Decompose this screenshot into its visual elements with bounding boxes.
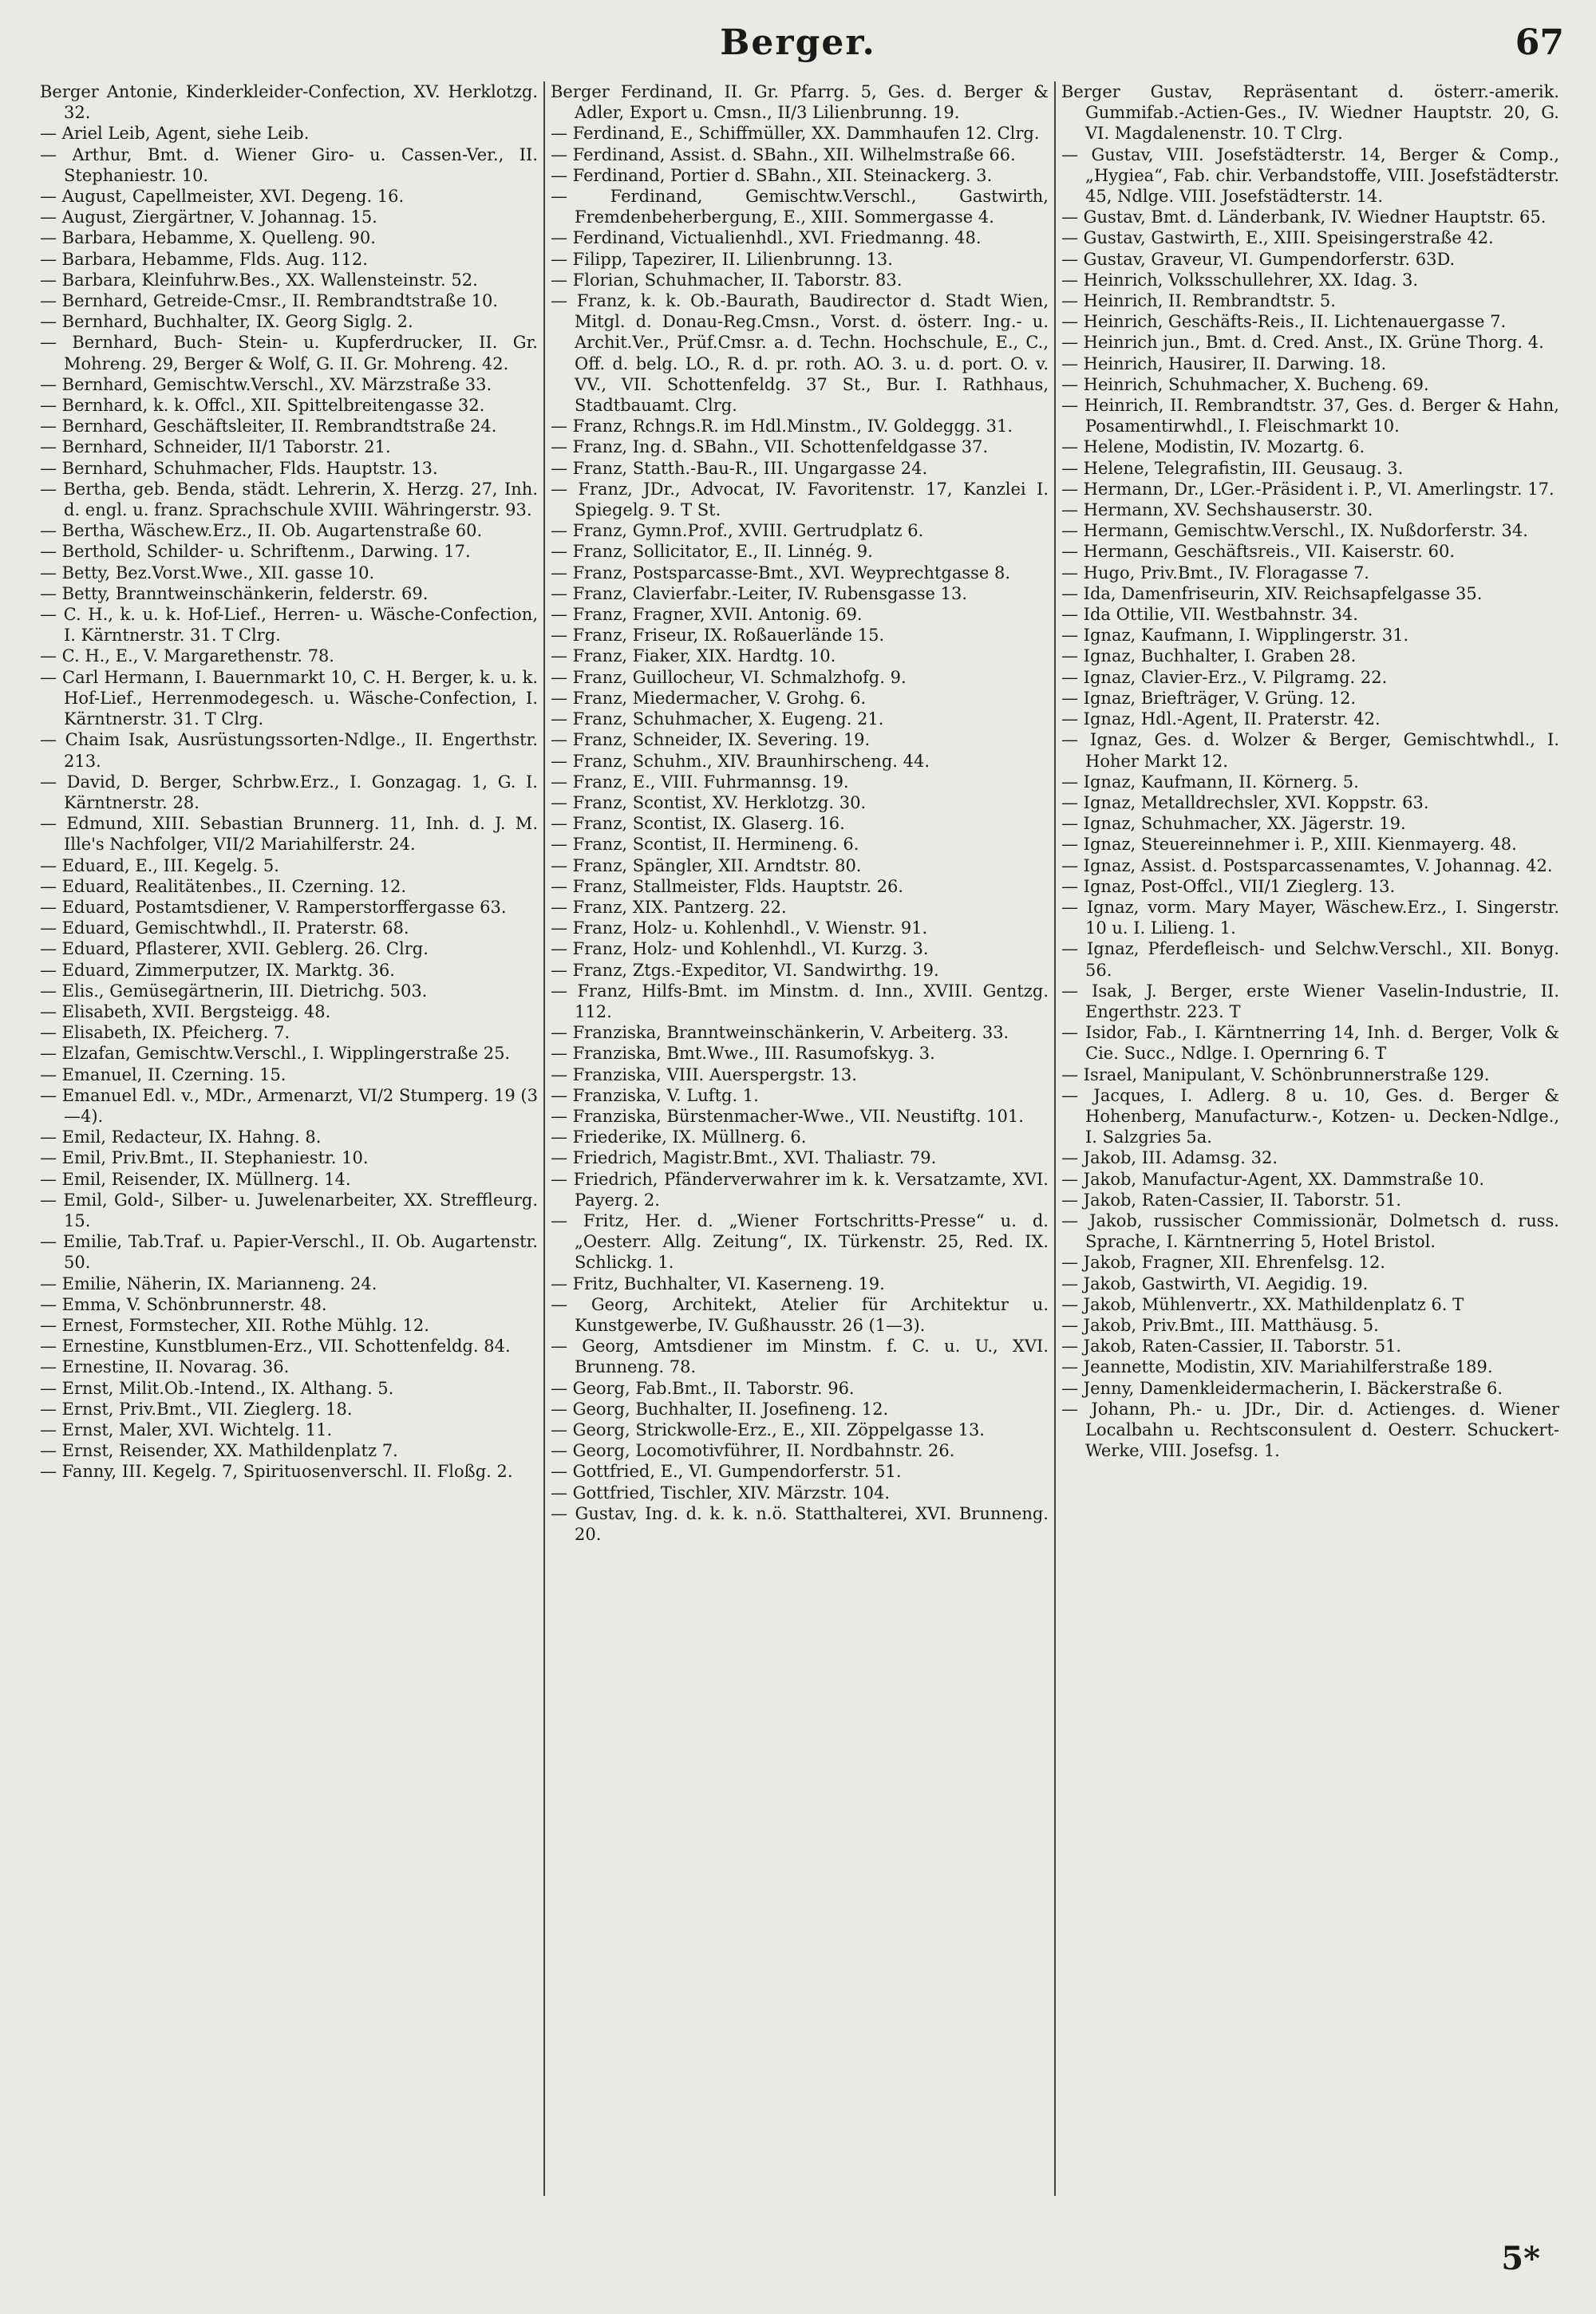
directory-entry: — Ignaz, Hdl.-Agent, II. Praterstr. 42. [1061, 709, 1381, 729]
directory-entry: — Emma, V. Schönbrunnerstr. 48. [40, 1294, 327, 1314]
directory-entry: — Ida Ottilie, VII. Westbahnstr. 34. [1061, 605, 1358, 625]
directory-entry: — Franz, k. k. Ob.-Baurath, Baudirector d. Stadt Wien, Mitgl. d. Donau-Reg.Cmsn., Vorst. d. österr. Ing.- u. Archit.Ver., Prüf.Cmsr. a. d. Techn. Hochschule, E., C., Off. d. belg. LO., R. d. pr. roth. AO. 3. u. d. port. O. v. VV., VII. Schottenfeldg. 37 St., Bur. I. Rathhaus, Stadtbauamt. Clrg. [551, 291, 1049, 416]
directory-entry: — Barbara, Kleinfuhrw.Bes., XX. Wallensteinstr. 52. [40, 270, 478, 290]
directory-entry: — C. H., k. u. k. Hof-Lief., Herren- u. Wäsche-Confection, I. Kärntnerstr. 31. T Clrg. [40, 605, 538, 646]
directory-entry: — Elzafan, Gemischtw.Verschl., I. Wipplingerstraße 25. [40, 1044, 511, 1064]
directory-entry: — Franz, Scontist, IX. Glaserg. 16. [551, 814, 845, 834]
directory-entry: — Elisabeth, XVII. Bergsteigg. 48. [40, 1001, 331, 1021]
directory-entry: — Franz, Clavierfabr.-Leiter, IV. Rubensgasse 13. [551, 583, 968, 603]
directory-entry: — Emanuel, II. Czerning. 15. [40, 1064, 286, 1084]
directory-entry: — Ferdinand, E., Schiffmüller, XX. Dammhaufen 12. Clrg. [551, 124, 1040, 144]
directory-entry: — Ariel Leib, Agent, siehe Leib. [40, 124, 310, 144]
directory-entry: — Ernst, Priv.Bmt., VII. Zieglerg. 18. [40, 1399, 353, 1419]
directory-entry: — Isidor, Fab., I. Kärntnerring 14, Inh. d. Berger, Volk & Cie. Succ., Ndlge. I. Opernring 6. T [1061, 1023, 1559, 1064]
directory-entry: — Emilie, Tab.Traf. u. Papier-Verschl., II. Ob. Augartenstr. 50. [40, 1232, 538, 1273]
directory-entry: — Emil, Reisender, IX. Müllnerg. 14. [40, 1169, 351, 1189]
directory-entry: — Eduard, Postamtsdiener, V. Ramperstorffergasse 63. [40, 897, 507, 917]
directory-entry: — August, Ziergärtner, V. Johannag. 15. [40, 207, 377, 227]
column-divider [543, 81, 545, 2196]
directory-entry: — Georg, Locomotivführer, II. Nordbahnstr. 26. [551, 1441, 955, 1461]
directory-entry: — Isak, J. Berger, erste Wiener Vaselin-Industrie, II. Engerthstr. 223. T [1061, 981, 1559, 1021]
directory-entry: — Gustav, Graveur, VI. Gumpendorferstr. 63D. [1061, 249, 1456, 269]
page-header [0, 18, 1596, 73]
directory-entry: — Franz, Schneider, IX. Severing. 19. [551, 730, 871, 750]
directory-entry: — Betty, Branntweinschänkerin, felderstr. 69. [40, 583, 429, 603]
directory-entry: — Franziska, V. Luftg. 1. [551, 1085, 759, 1105]
directory-entry: — Hermann, XV. Sechshauserstr. 30. [1061, 500, 1373, 520]
directory-entry: — Jakob, Fragner, XII. Ehrenfelsg. 12. [1061, 1253, 1386, 1273]
directory-entry: — Florian, Schuhmacher, II. Taborstr. 83. [551, 270, 903, 290]
directory-entry: — Bernhard, Buchhalter, IX. Georg Siglg. 2. [40, 312, 413, 332]
directory-entry: — Franziska, VIII. Auerspergstr. 13. [551, 1064, 857, 1084]
directory-entry: — Heinrich, Schuhmacher, X. Bucheng. 69. [1061, 374, 1429, 394]
directory-entry: — Georg, Fab.Bmt., II. Taborstr. 96. [551, 1378, 855, 1398]
directory-entry: — Ignaz, Buchhalter, I. Graben 28. [1061, 646, 1357, 666]
directory-entry: — Bernhard, Gemischtw.Verschl., XV. Märzstraße 33. [40, 374, 492, 394]
directory-entry: — Franz, Statth.-Bau-R., III. Ungargasse 24. [551, 458, 928, 478]
directory-entry: — Friederike, IX. Müllnerg. 6. [551, 1127, 807, 1147]
directory-entry: — Gustav, Bmt. d. Länderbank, IV. Wiedner Hauptstr. 65. [1061, 207, 1547, 227]
directory-entry: — Franz, Fiaker, XIX. Hardtg. 10. [551, 646, 836, 666]
directory-entry: — Franziska, Branntweinschänkerin, V. Arbeiterg. 33. [551, 1023, 1009, 1043]
directory-entry: — Ignaz, Steuereinnehmer i. P., XIII. Kienmayerg. 48. [1061, 835, 1517, 855]
directory-entry: — Carl Hermann, I. Bauernmarkt 10, C. H. Berger, k. u. k. Hof-Lief., Herrenmodegesch. u. Wäsche-Confection, I. Kärntnerstr. 31. T Clrg. [40, 667, 538, 729]
directory-entry: — Jakob, Priv.Bmt., III. Matthäusg. 5. [1061, 1315, 1379, 1335]
directory-entry: — Ernst, Reisender, XX. Mathildenplatz 7. [40, 1441, 398, 1461]
directory-entry: — Ignaz, Kaufmann, II. Körnerg. 5. [1061, 772, 1359, 792]
directory-entry: — Elis., Gemüsegärtnerin, III. Dietrichg. 503. [40, 981, 428, 1001]
directory-entry: — Fritz, Buchhalter, VI. Kaserneng. 19. [551, 1273, 885, 1293]
directory-entry: — Ignaz, vorm. Mary Mayer, Wäschew.Erz., I. Singerstr. 10 u. I. Lilieng. 1. [1061, 897, 1559, 938]
directory-entry: — Franz, Scontist, II. Hermineng. 6. [551, 835, 859, 855]
directory-entry: — Franz, Holz- und Kohlenhdl., VI. Kurzg. 3. [551, 939, 929, 959]
directory-entry: — Hermann, Geschäftsreis., VII. Kaiserstr. 60. [1061, 542, 1456, 562]
directory-entry: — Ernst, Milit.Ob.-Intend., IX. Althang. 5. [40, 1378, 394, 1398]
directory-columns [40, 81, 1572, 2196]
directory-entry: — David, D. Berger, Schrbw.Erz., I. Gonzagag. 1, G. I. Kärntnerstr. 28. [40, 772, 538, 812]
page-number: 67 [1515, 22, 1564, 63]
directory-entry: — Ignaz, Ges. d. Wolzer & Berger, Gemischtwhdl., I. Hoher Markt 12. [1061, 730, 1559, 771]
directory-entry: — Georg, Amtsdiener im Minstm. f. C. u. U., XVI. Brunneng. 78. [551, 1337, 1049, 1377]
column-3 [1061, 81, 1559, 2196]
directory-entry: — Eduard, Zimmerputzer, IX. Marktg. 36. [40, 960, 395, 980]
directory-entry: — Heinrich, Geschäfts-Reis., II. Lichtenauergasse 7. [1061, 312, 1507, 332]
directory-entry: — Helene, Modistin, IV. Mozartg. 6. [1061, 437, 1365, 457]
directory-entry: — Franz, Sollicitator, E., II. Linnég. 9. [551, 542, 873, 562]
directory-entry: — Franz, E., VIII. Fuhrmannsg. 19. [551, 772, 849, 792]
directory-entry: — Gustav, Gastwirth, E., XIII. Speisingerstraße 42. [1061, 228, 1494, 248]
directory-entry: — Filipp, Tapezirer, II. Lilienbrunng. 13. [551, 249, 893, 269]
directory-entry: Berger Gustav, Repräsentant d. österr.-amerik. Gummifab.-Actien-Ges., IV. Wiedner Hauptstr. 20, G. VI. Magdalenenstr. 10. T Clrg. [1061, 82, 1559, 144]
directory-entry: — Franz, Gymn.Prof., XVIII. Gertrudplatz 6. [551, 521, 924, 541]
directory-entry: — Gottfried, E., VI. Gumpendorferstr. 51. [551, 1462, 902, 1482]
directory-entry: — Gustav, Ing. d. k. k. n.ö. Statthalterei, XVI. Brunneng. 20. [551, 1503, 1049, 1545]
directory-entry: — Franz, Scontist, XV. Herklotzg. 30. [551, 792, 867, 812]
directory-entry: — Jenny, Damenkleidermacherin, I. Bäckerstraße 6. [1061, 1378, 1503, 1398]
directory-entry: — August, Capellmeister, XVI. Degeng. 16. [40, 187, 405, 207]
directory-entry: — Israel, Manipulant, V. Schönbrunnerstraße 129. [1061, 1064, 1490, 1084]
directory-entry: — Bernhard, Buch- Stein- u. Kupferdrucker, II. Gr. Mohreng. 29, Berger & Wolf, G. II. Gr. Mohreng. 42. [40, 333, 538, 373]
directory-entry: — Eduard, E., III. Kegelg. 5. [40, 855, 279, 875]
directory-entry: — Bernhard, Geschäftsleiter, II. Rembrandtstraße 24. [40, 417, 497, 436]
directory-entry: — Franz, Guillocheur, VI. Schmalzhofg. 9. [551, 667, 907, 687]
directory-entry: — Jakob, Gastwirth, VI. Aegidig. 19. [1061, 1273, 1369, 1293]
directory-entry: — Ernst, Maler, XVI. Wichtelg. 11. [40, 1420, 333, 1439]
directory-entry: — Franz, JDr., Advocat, IV. Favoritenstr. 17, Kanzlei I. Spiegelg. 9. T St. [551, 479, 1049, 520]
directory-entry: — Heinrich jun., Bmt. d. Cred. Anst., IX. Grüne Thorg. 4. [1061, 333, 1544, 353]
page-signature: 5* [1501, 2240, 1540, 2277]
directory-entry: — Jakob, Raten-Cassier, II. Taborstr. 51. [1061, 1337, 1402, 1356]
directory-entry: — Ernestine, II. Novarag. 36. [40, 1357, 290, 1377]
directory-entry: — Eduard, Realitätenbes., II. Czerning. 12. [40, 876, 407, 896]
directory-entry: — Ignaz, Kaufmann, I. Wipplingerstr. 31. [1061, 626, 1409, 646]
directory-entry: — Bernhard, Getreide-Cmsr., II. Rembrandtstraße 10. [40, 291, 499, 311]
directory-entry: — Emilie, Näherin, IX. Marianneng. 24. [40, 1273, 377, 1293]
directory-entry: — Heinrich, II. Rembrandtstr. 5. [1061, 291, 1336, 311]
directory-entry: — Arthur, Bmt. d. Wiener Giro- u. Cassen-Ver., II. Stephaniestr. 10. [40, 144, 538, 185]
directory-entry: — Friedrich, Magistr.Bmt., XVI. Thaliastr. 79. [551, 1148, 937, 1168]
directory-entry: — Heinrich, Hausirer, II. Darwing. 18. [1061, 353, 1387, 373]
directory-entry: — Franz, Ing. d. SBahn., VII. Schottenfeldgasse 37. [551, 437, 989, 457]
column-2 [551, 81, 1049, 2196]
directory-entry: — Chaim Isak, Ausrüstungssorten-Ndlge., II. Engerthstr. 213. [40, 730, 538, 771]
page-title: Berger. [720, 22, 876, 63]
directory-entry: — C. H., E., V. Margarethenstr. 78. [40, 646, 334, 666]
directory-entry: — Ignaz, Clavier-Erz., V. Pilgramg. 22. [1061, 667, 1388, 687]
directory-entry: — Jakob, russischer Commissionär, Dolmetsch d. russ. Sprache, I. Kärntnerring 5, Hotel Bristol. [1061, 1210, 1559, 1252]
directory-entry: — Bertha, geb. Benda, städt. Lehrerin, X. Herzg. 27, Inh. d. engl. u. franz. Sprachschule XVIII. Währingerstr. 93. [40, 479, 538, 520]
directory-entry: — Jakob, Mühlenvertr., XX. Mathildenplatz 6. T [1061, 1294, 1464, 1314]
directory-entry: — Jakob, Manufactur-Agent, XX. Dammstraße 10. [1061, 1169, 1485, 1189]
directory-entry: — Edmund, XIII. Sebastian Brunnerg. 11, Inh. d. J. M. Ille's Nachfolger, VII/2 Mariahilferstr. 24. [40, 814, 538, 855]
directory-entry: — Ignaz, Assist. d. Postsparcassenamtes, V. Johannag. 42. [1061, 855, 1553, 875]
column-divider [1054, 81, 1056, 2196]
directory-entry: — Barbara, Hebamme, X. Quelleng. 90. [40, 228, 376, 248]
directory-entry: — Franz, Holz- u. Kohlenhdl., V. Wienstr. 91. [551, 918, 928, 938]
directory-entry: — Georg, Buchhalter, II. Josefineng. 12. [551, 1399, 889, 1419]
directory-entry: Berger Antonie, Kinderkleider-Confection, XV. Herklotzg. 32. [40, 82, 538, 123]
directory-entry: — Eduard, Pflasterer, XVII. Geblerg. 26. Clrg. [40, 939, 429, 959]
directory-entry: — Helene, Telegrafistin, III. Geusaug. 3. [1061, 458, 1404, 478]
directory-entry: — Franz, Fragner, XVII. Antonig. 69. [551, 605, 863, 625]
directory-entry: — Eduard, Gemischtwhdl., II. Praterstr. 68. [40, 918, 409, 938]
directory-entry: — Franz, Schuhmacher, X. Eugeng. 21. [551, 709, 884, 729]
directory-entry: — Jeannette, Modistin, XIV. Mariahilferstraße 189. [1061, 1357, 1493, 1377]
directory-entry: — Ferdinand, Victualienhdl., XVI. Friedmanng. 48. [551, 228, 982, 248]
directory-entry: — Bernhard, Schuhmacher, Flds. Hauptstr. 13. [40, 458, 438, 478]
directory-entry: — Bernhard, k. k. Offcl., XII. Spittelbreitengasse 32. [40, 396, 485, 416]
directory-entry: — Franz, Postsparcasse-Bmt., XVI. Weyprechtgasse 8. [551, 563, 1011, 582]
directory-entry: — Fanny, III. Kegelg. 7, Spirituosenverschl. II. Floßg. 2. [40, 1462, 513, 1482]
directory-entry: — Georg, Architekt, Atelier für Architektur u. Kunstgewerbe, IV. Gußhausstr. 26 (1—3). [551, 1294, 1049, 1335]
directory-entry: — Ida, Damenfriseurin, XIV. Reichsapfelgasse 35. [1061, 583, 1483, 603]
directory-entry: Berger Ferdinand, II. Gr. Pfarrg. 5, Ges. d. Berger & Adler, Export u. Cmsn., II/3 Lilienbrunng. 19. [551, 82, 1049, 123]
directory-entry: — Johann, Ph.- u. JDr., Dir. d. Actienges. d. Wiener Localbahn u. Rechtsconsulent d. Oesterr. Schuckert-Werke, VIII. Josefsg. 1. [1061, 1399, 1559, 1461]
directory-entry: — Franz, Schuhm., XIV. Braunhirscheng. 44. [551, 751, 930, 771]
directory-entry: — Jakob, Raten-Cassier, II. Taborstr. 51. [1061, 1190, 1402, 1210]
directory-entry: — Ernest, Formstecher, XII. Rothe Mühlg. 12. [40, 1315, 429, 1335]
directory-entry: — Ignaz, Post-Offcl., VII/1 Zieglerg. 13. [1061, 876, 1396, 896]
directory-entry: — Hermann, Gemischtw.Verschl., IX. Nußdorferstr. 34. [1061, 521, 1528, 541]
directory-entry: — Ernestine, Kunstblumen-Erz., VII. Schottenfeldg. 84. [40, 1337, 511, 1356]
directory-entry: — Franziska, Bürstenmacher-Wwe., VII. Neustiftg. 101. [551, 1106, 1024, 1126]
directory-entry: — Bertha, Wäschew.Erz., II. Ob. Augartenstraße 60. [40, 521, 483, 541]
directory-entry: — Gustav, VIII. Josefstädterstr. 14, Berger & Comp., „Hygiea“, Fab. chir. Verbandstoffe, VIII. Josefstädterstr. 45, Ndlge. VIII. Josefstädterstr. 14. [1061, 144, 1559, 207]
directory-entry: — Georg, Strickwolle-Erz., E., XII. Zöppelgasse 13. [551, 1420, 985, 1439]
directory-entry: — Franziska, Bmt.Wwe., III. Rasumofskyg. 3. [551, 1044, 935, 1064]
directory-entry: — Emil, Priv.Bmt., II. Stephaniestr. 10. [40, 1148, 369, 1168]
directory-entry: — Franz, Friseur, IX. Roßauerlände 15. [551, 626, 885, 646]
directory-entry: — Ignaz, Pferdefleisch- und Selchw.Verschl., XII. Bonyg. 56. [1061, 939, 1559, 980]
directory-entry: — Franz, Hilfs-Bmt. im Minstm. d. Inn., XVIII. Gentzg. 112. [551, 981, 1049, 1021]
directory-entry: — Ignaz, Schuhmacher, XX. Jägerstr. 19. [1061, 814, 1406, 834]
directory-entry: — Ferdinand, Assist. d. SBahn., XII. Wilhelmstraße 66. [551, 144, 1016, 164]
directory-entry: — Franz, Rchngs.R. im Hdl.Minstm., IV. Goldeggg. 31. [551, 417, 1013, 436]
directory-entry: — Fritz, Her. d. „Wiener Fortschritts-Presse“ u. d. „Oesterr. Allg. Zeitung“, IX. Türkenstr. 25, Red. IX. Schlickg. 1. [551, 1210, 1049, 1273]
directory-entry: — Jacques, I. Adlerg. 8 u. 10, Ges. d. Berger & Hohenberg, Manufacturw.-, Kotzen- u. Decken-Ndlge., I. Salzgries 5a. [1061, 1085, 1559, 1147]
directory-entry: — Jakob, III. Adamsg. 32. [1061, 1148, 1278, 1168]
directory-entry: — Franz, XIX. Pantzerg. 22. [551, 897, 787, 917]
directory-entry: — Franz, Stallmeister, Flds. Hauptstr. 26. [551, 876, 904, 896]
directory-entry: — Emil, Redacteur, IX. Hahng. 8. [40, 1127, 322, 1147]
directory-entry: — Barbara, Hebamme, Flds. Aug. 112. [40, 249, 368, 269]
directory-entry: — Ferdinand, Gemischtw.Verschl., Gastwirth, Fremdenbeherbergung, E., XIII. Sommergasse 4. [551, 187, 1049, 227]
directory-entry: — Hermann, Dr., LGer.-Präsident i. P., VI. Amerlingstr. 17. [1061, 479, 1555, 499]
directory-entry: — Friedrich, Pfänderverwahrer im k. k. Versatzamte, XVI. Payerg. 2. [551, 1169, 1049, 1210]
directory-entry: — Franz, Ztgs.-Expeditor, VI. Sandwirthg. 19. [551, 960, 939, 980]
directory-entry: — Emanuel Edl. v., MDr., Armenarzt, VI/2 Stumperg. 19 (3—4). [40, 1085, 538, 1126]
directory-entry: — Hugo, Priv.Bmt., IV. Floragasse 7. [1061, 563, 1369, 582]
directory-entry: — Elisabeth, IX. Pfeicherg. 7. [40, 1023, 290, 1043]
directory-entry: — Betty, Bez.Vorst.Wwe., XII. gasse 10. [40, 563, 375, 582]
directory-entry: — Bernhard, Schneider, II/1 Taborstr. 21. [40, 437, 391, 457]
directory-entry: — Emil, Gold-, Silber- u. Juwelenarbeiter, XX. Streffleurg. 15. [40, 1190, 538, 1230]
directory-entry: — Heinrich, Volksschullehrer, XX. Idag. 3. [1061, 270, 1419, 290]
directory-entry: — Gottfried, Tischler, XIV. Märzstr. 104. [551, 1483, 891, 1503]
column-1 [40, 81, 538, 2196]
directory-entry: — Heinrich, II. Rembrandtstr. 37, Ges. d. Berger & Hahn, Posamentirwhdl., I. Fleischmarkt 10. [1061, 396, 1559, 436]
directory-entry: — Ferdinand, Portier d. SBahn., XII. Steinackerg. 3. [551, 165, 993, 185]
directory-entry: — Berthold, Schilder- u. Schriftenm., Darwing. 17. [40, 542, 471, 562]
directory-entry: — Franz, Miedermacher, V. Grohg. 6. [551, 688, 867, 708]
directory-entry: — Franz, Spängler, XII. Arndtstr. 80. [551, 855, 862, 875]
directory-entry: — Ignaz, Metalldrechsler, XVI. Koppstr. 63. [1061, 792, 1429, 812]
directory-entry: — Ignaz, Briefträger, V. Grüng. 12. [1061, 688, 1357, 708]
